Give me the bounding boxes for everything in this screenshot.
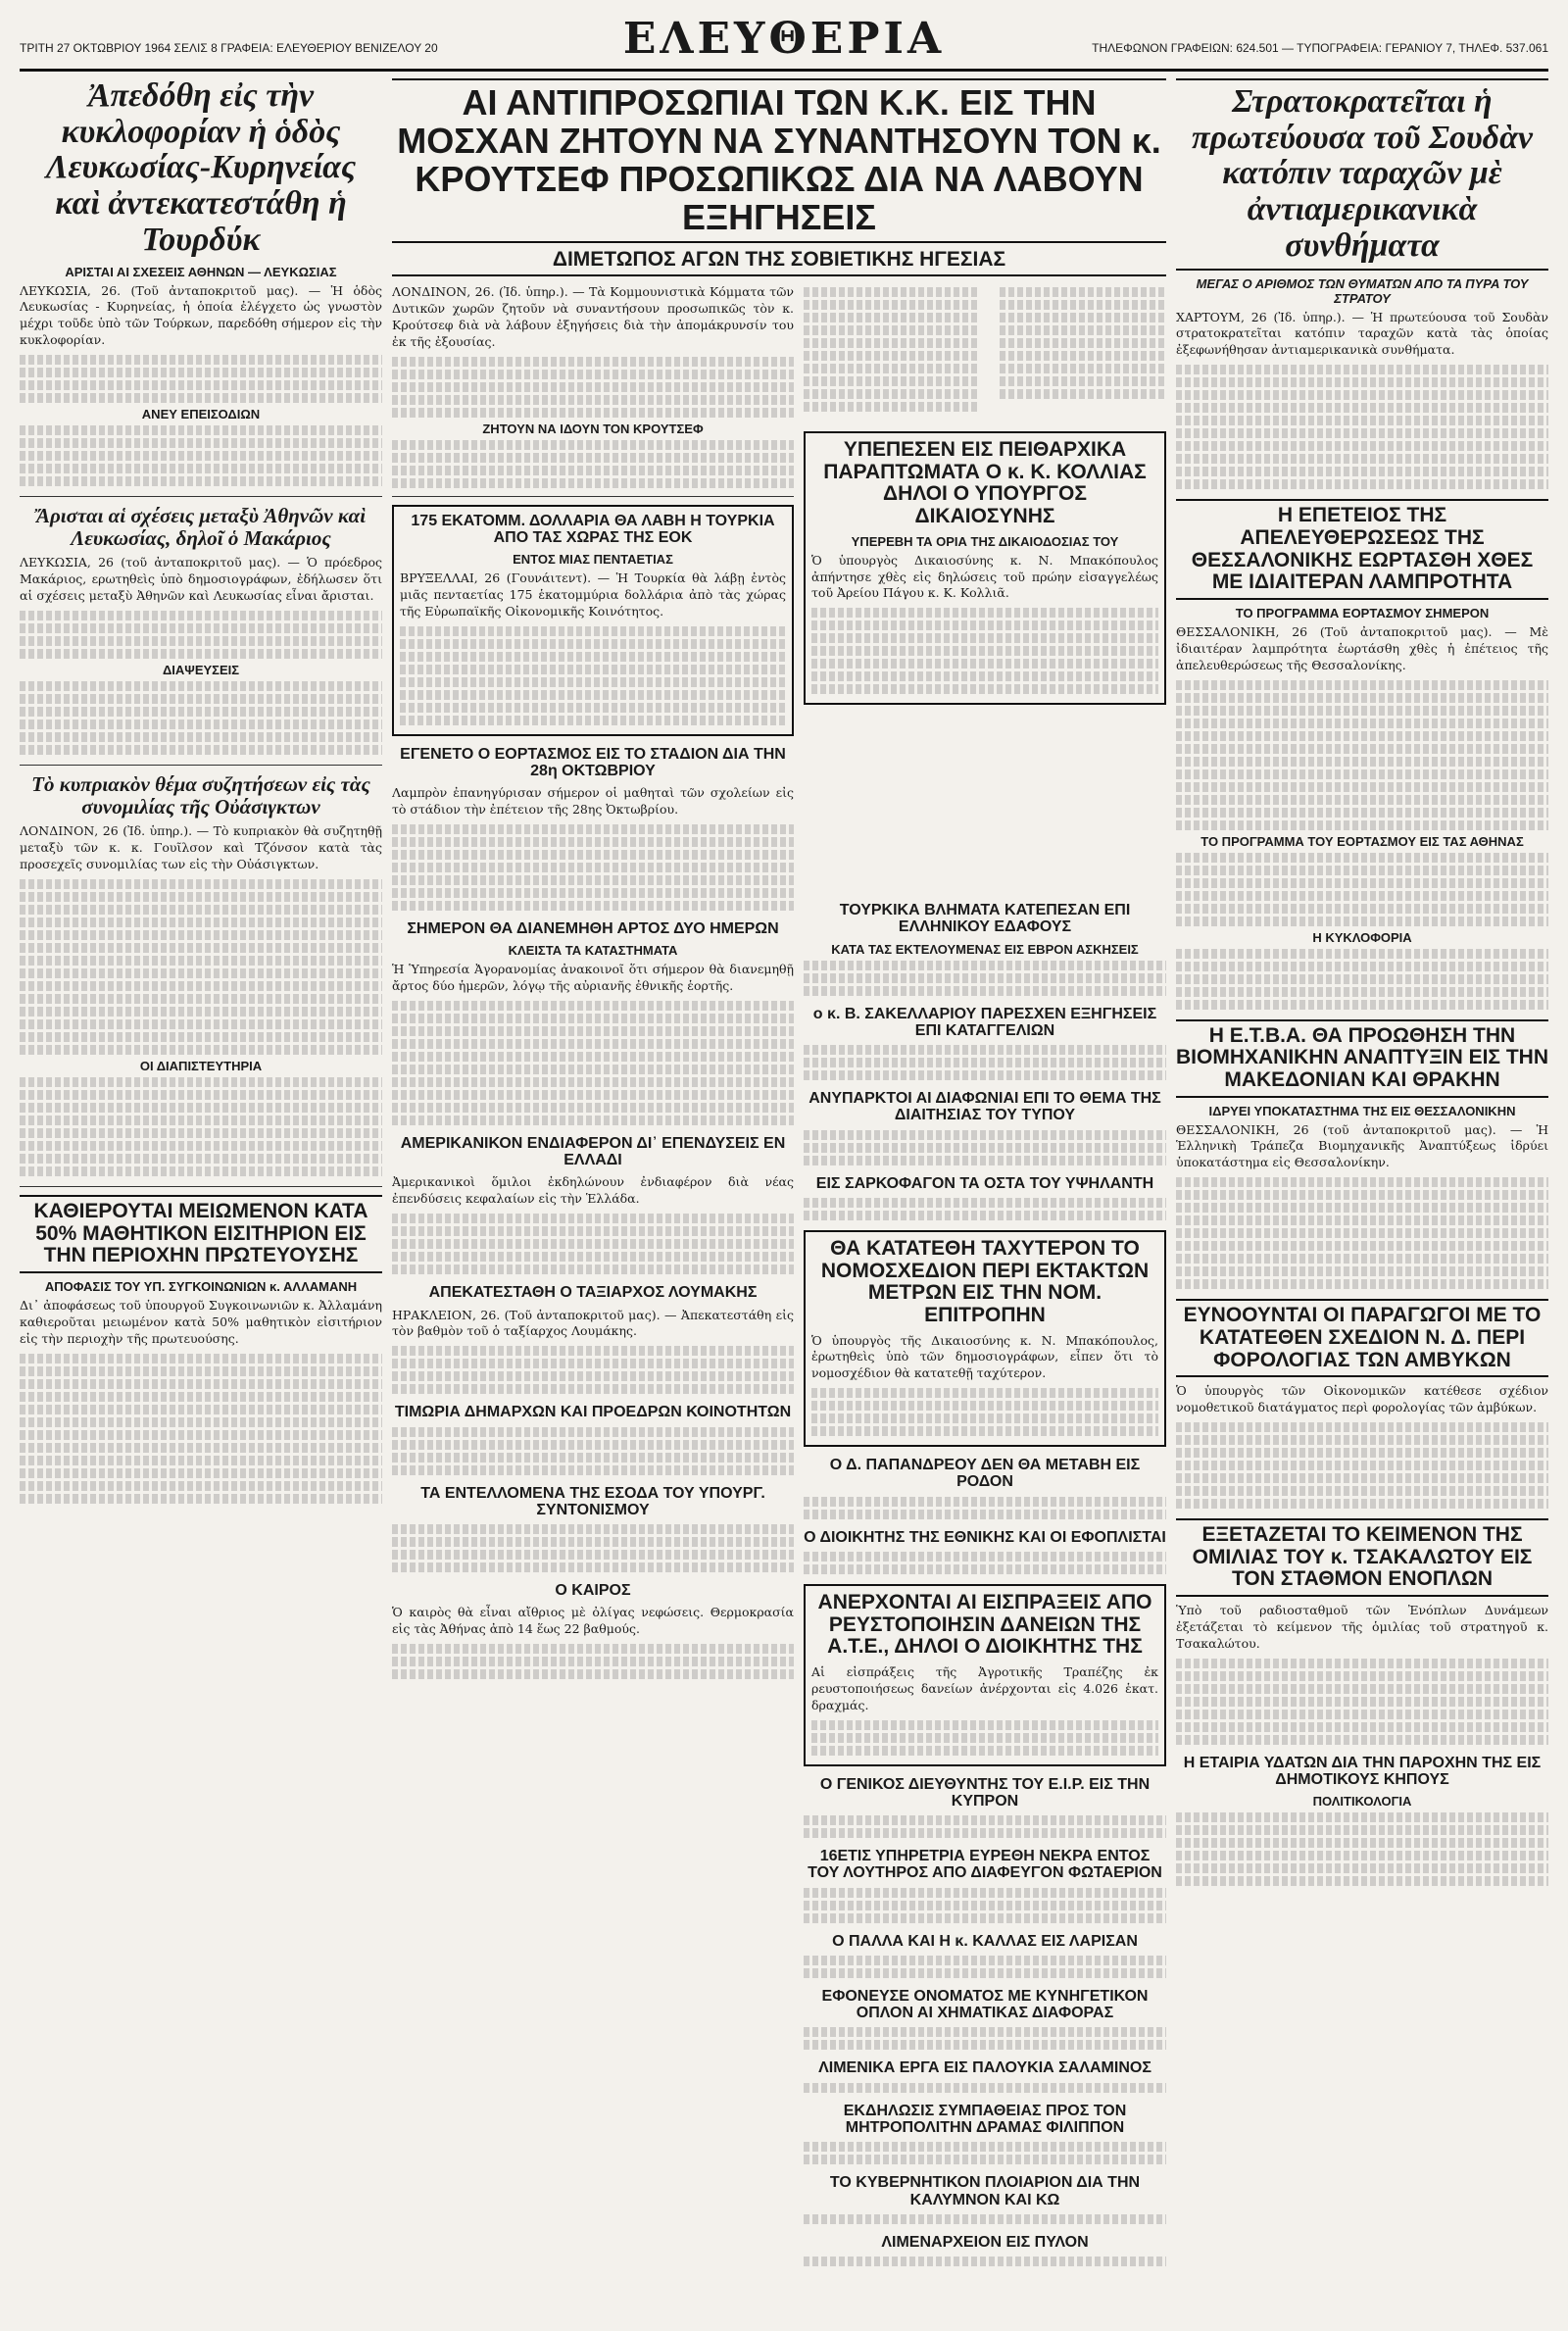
headline: ΤΙΜΩΡΙΑ ΔΗΜΑΡΧΩΝ ΚΑΙ ΠΡΟΕΔΡΩΝ ΚΟΙΝΟΤΗΤΩΝ [394,1404,792,1421]
headline: ΛΙΜΕΝΑΡΧΕΙΟΝ ΕΙΣ ΠΥΛΟΝ [881,2233,1089,2251]
article-eir-cyprus [804,1776,1166,1839]
article-weather [392,1582,794,1679]
headline: ΕΥΝΟΟΥΝΤΑΙ ΟΙ ΠΑΡΑΓΩΓΟΙ ΜΕ ΤΟ ΚΑΤΑΤΕΘΕΝ ΣΧΕΔΙΟΝ Ν. Δ. ΠΕΡΙ ΦΟΡΟΛΟΓΙΑΣ ΤΩΝ ΑΜΒΥΚΩΝ [1176,1299,1548,1377]
article-text: ΛΕΥΚΩΣΙΑ, 26 (τοῦ ἀνταποκριτοῦ μας). — Ὁ πρόεδρος Μακάριος, ερωτηθεὶς ὑπὸ δημοσιογράφων, ἐδήλωσεν ὅτι αἱ σχέσεις μεταξὺ Ἀθηνῶν καὶ Λευκωσίας εἶναι ἄρισται. [20,555,382,604]
article-extraordinary-measures [804,1230,1166,1447]
article-turkey-eec [392,505,794,736]
subheading: ΚΛΕΙΣΤΑ ΤΑ ΚΑΤΑΣΤΗΜΑΤΑ [508,943,678,959]
article-drama [804,2103,1166,2165]
headline: Ἀπεδόθη εἰς τὴν κυκλοφορίαν ἡ ὁδὸς Λευκωσίας-Κυρηνείας καὶ ἀντεκατεστάθη ἡ Τουρδύκ [45,78,357,258]
article-tsakalotos [1176,1518,1548,1745]
headline: ΕΚΔΗΛΩΣΙΣ ΣΥΜΠΑΘΕΙΑΣ ΠΡΟΣ ΤΟΝ ΜΗΤΡΟΠΟΛΙΤΗΝ ΔΡΑΜΑΣ ΦΙΛΙΠΠΟΝ [843,2102,1127,2136]
headline: Ο ΚΑΙΡΟΣ [555,1582,631,1600]
headline: ΣΗΜΕΡΟΝ ΘΑ ΔΙΑΝΕΜΗΘΗ ΑΡΤΟΣ ΔΥΟ ΗΜΕΡΩΝ [407,919,779,937]
subheading: ΑΡΙΣΤΑΙ ΑΙ ΣΧΕΣΕΙΣ ΑΘΗΝΩΝ — ΛΕΥΚΩΣΙΑΣ [65,264,337,279]
article-turkish-shells [804,902,1166,996]
headline: ΤΟΥΡΚΙΚΑ ΒΛΗΜΑΤΑ ΚΑΤΕΠΕΣΑΝ ΕΠΙ ΕΛΛΗΝΙΚΟΥ ΕΔΑΦΟΥΣ [839,902,1131,936]
article-callas [804,1933,1166,1978]
newspaper-page [20,14,1548,2298]
headline: 175 ΕΚΑΤΟΜΜ. ΔΟΛΛΑΡΙΑ ΘΑ ΛΑΒΗ Η ΤΟΥΡΚΙΑ ΑΠΟ ΤΑΣ ΧΩΡΑΣ ΤΗΣ ΕΟΚ [411,512,775,546]
article-ate-loans [804,1584,1166,1766]
article-kalymnos [804,2174,1166,2224]
subheading: ΔΙΑΨΕΥΣΕΙΣ [162,663,240,678]
article-press-arbitration [804,1090,1166,1166]
subheading: ΠΟΛΙΤΙΚΟΛΟΓΙΑ [1312,1794,1412,1810]
article-papandreou [804,1457,1166,1519]
headline: Ο ΔΙΟΙΚΗΤΗΣ ΤΗΣ ΕΘΝΙΚΗΣ ΚΑΙ ΟΙ ΕΦΟΠΛΙΣΤΑΙ [804,1528,1166,1546]
article-text: Αἱ εἰσπράξεις τῆς Ἀγροτικῆς Τραπέζης ἐκ ρευστοποιήσεως δανείων ἀνέρχονται εἰς 4.026 ἑκατ. δραχμάς. [811,1663,1158,1712]
headline: ΚΑΘΙΕΡΟΥΤΑΙ ΜΕΙΩΜΕΝΟΝ ΚΑΤΑ 50% ΜΑΘΗΤΙΚΟΝ ΕΙΣΙΤΗΡΙΟΝ ΕΙΣ ΤΗΝ ΠΕΡΙΟΧΗΝ ΠΡΩΤΕΥΟΥΣΗΣ [20,1195,382,1273]
lead-article [392,78,1166,279]
article-mayors [392,1404,794,1474]
headline: Ο ΠΑΛΛΑ ΚΑΙ Η κ. ΚΑΛΛΑΣ ΕΙΣ ΛΑΡΙΣΑΝ [832,1932,1138,1950]
article-text: Λαμπρὸν ἐπανηγύρισαν σήμερον οἱ μαθηταὶ τῶν σχολείων εἰς τὸ στάδιον τὴν ἐπέτειον τῆς 28ης Ὀκτωβρίου. [392,785,794,818]
subheading: ΙΔΡΥΕΙ ΥΠΟΚΑΤΑΣΤΗΜΑ ΤΗΣ ΕΙΣ ΘΕΣΣΑΛΟΝΙΚΗΝ [1208,1103,1516,1118]
article-salamis [804,2059,1166,2092]
article-text: ΒΡΥΞΕΛΛΑΙ, 26 (Γουνάιτεντ). — Ἡ Τουρκία θὰ λάβῃ ἐντὸς μιᾶς πενταετίας 175 ἑκατομμύρια δολλάρια ἀπὸ τὰς χώρας τῆς Εὐρωπαϊκῆς Οἰκονομικῆς Κοινότητος. [400,570,786,619]
article-sakellariou [804,1006,1166,1081]
subheading: ΑΝΕΥ ΕΠΕΙΣΟΔΙΩΝ [141,407,261,422]
subheading: ΤΟ ΠΡΟΓΡΑΜΜΑ ΕΟΡΤΑΣΜΟΥ ΣΗΜΕΡΟΝ [1235,605,1490,620]
article-bread [392,920,794,1125]
headline: ο κ. Β. ΣΑΚΕΛΛΑΡΙΟΥ ΠΑΡΕΣΧΕΝ ΕΞΗΓΗΣΕΙΣ ΕΠΙ ΚΑΤΑΓΓΕΛΙΩΝ [812,1005,1157,1039]
article-ypsilantis [804,1175,1166,1220]
article-text: Ὁ ὑπουργὸς Δικαιοσύνης κ. Ν. Μπακόπουλος ἀπήντησε χθὲς εἰς δηλώσεις τοῦ πρώην εἰσαγγελέως τοῦ Ἀρείου Πάγου κ. Κ. Κολλιᾶ. [811,552,1158,601]
headline: ΑΜΕΡΙΚΑΝΙΚΟΝ ΕΝΔΙΑΦΕΡΟΝ ΔΙ᾽ ΕΠΕΝΔΥΣΕΙΣ ΕΝ ΕΛΛΑΔΙ [400,1134,786,1169]
headline: Η Ε.Τ.Β.Α. ΘΑ ΠΡΟΩΘΗΣΗ ΤΗΝ ΒΙΟΜΗΧΑΝΙΚΗΝ ΑΝΑΠΤΥΞΙΝ ΕΙΣ ΤΗΝ ΜΑΚΕΔΟΝΙΑΝ ΚΑΙ ΘΡΑΚΗΝ [1176,1019,1548,1098]
article-pylos [804,2234,1166,2266]
article-text: ΘΕΣΣΑΛΟΝΙΚΗ, 26 (τοῦ ἀνταποκριτοῦ μας). — Ἡ Ἑλληνικὴ Τράπεζα Βιομηχανικῆς Ἀναπτύξεως ἱδρύει ὑποκατάστημα εἰς Θεσσαλονίκην. [1176,1121,1548,1170]
headline: ΕΙΣ ΣΑΡΚΟΦΑΓΟΝ ΤΑ ΟΣΤΑ ΤΟΥ ΥΨΗΛΑΝΤΗ [815,1174,1154,1192]
article-etba [1176,1019,1548,1290]
subheading: ΑΠΟΦΑΣΙΣ ΤΟΥ ΥΠ. ΣΥΓΚΟΙΝΩΝΙΩΝ κ. ΑΛΛΑΜΑΝΗ [44,1279,358,1295]
masthead-dateline: ΤΡΙΤΗ 27 ΟΚΤΩΒΡΙΟΥ 1964 ΣΕΛΙΣ 8 ΓΡΑΦΕΙΑ: ΕΛΕΥΘΕΡΙΟΥ ΒΕΝΙΖΕΛΟΥ 20 [20,41,438,55]
article-text: ΛΟΝΔΙΝΟΝ, 26 (Ἰδ. ὑπηρ.). — Τὸ κυπριακὸν θὰ συζητηθῇ μεταξὺ τῶν κ. κ. Γουῖλσον καὶ Τζόνσον κατὰ τὰς προσεχεῖς συνομιλίας των εἰς τὴν Οὐάσιγκτων. [20,823,382,872]
article-text: Ὑπὸ τοῦ ραδιοσταθμοῦ τῶν Ἐνόπλων Δυνάμεων ἐξετάζεται τὸ κείμενον τῆς ὁμιλίας τοῦ στρατηγοῦ κ. Τσακαλώτου. [1176,1602,1548,1651]
subheading: ΟΙ ΔΙΑΠΙΣΤΕΥΤΗΡΙΑ [139,1059,263,1074]
headline: ΑΠΕΚΑΤΕΣΤΑΘΗ Ο ΤΑΞΙΑΡΧΟΣ ΛΟΥΜΑΚΗΣ [428,1284,758,1302]
headline: Η ΕΠΕΤΕΙΟΣ ΤΗΣ ΑΠΕΛΕΥΘΕΡΩΣΕΩΣ ΤΗΣ ΘΕΣΣΑΛΟΝΙΚΗΣ ΕΩΡΤΑΣΘΗ ΧΘΕΣ ΜΕ ΙΔΙΑΙΤΕΡΑΝ ΛΑΜΠΡΟΤΗΤΑ [1176,499,1548,600]
article-text: ΛΕΥΚΩΣΙΑ, 26. (Τοῦ ἀνταποκριτοῦ μας). — Ἡ ὁδὸς Λευκωσίας - Κυρηνείας, ἡ ὁποία ἐλέγχετο ὡς γνωστὸν μέχρι τοῦδε ὑπὸ τῶν Τούρκων, παρεδόθη σήμερον εἰς τὴν κυκλοφορίαν. [20,282,382,348]
column-1 [20,78,382,2298]
article-text: Ἀμερικανικοὶ ὅμιλοι ἐκδηλώνουν ἐνδιαφέρον διὰ νέας ἐπενδύσεις κεφαλαίων εἰς τὴν Ἑλλάδα. [392,1174,794,1207]
column-4 [1176,78,1548,2298]
headline: ΤΑ ΕΝΤΕΛΛΟΜΕΝΑ ΤΗΣ ΕΣΟΔΑ ΤΟΥ ΥΠΟΥΡΓ. ΣΥΝΤΟΝΙΣΜΟΥ [420,1484,765,1518]
lead-deck: ΔΙΜΕΤΩΠΟΣ ΑΓΩΝ ΤΗΣ ΣΟΒΙΕΤΙΚΗΣ ΗΓΕΣΙΑΣ [392,249,1166,277]
article-text: ΧΑΡΤΟΥΜ, 26 (Ἰδ. ὑπηρ.). — Ἡ πρωτεύουσα τοῦ Σουδὰν στρατοκρατεῖται κατόπιν ταραχῶν κατὰ τὰς ὁποίας ἐξεφωνήθησαν ἀντιαμερικανικὰ συνθήματα. [1176,309,1548,358]
article-text: Ὁ καιρὸς θὰ εἶναι αἴθριος μὲ ὀλίγας νεφώσεις. Θερμοκρασία εἰς τὰς Ἀθήνας ἀπὸ 14 ἕως 22 βαθμούς. [392,1605,794,1637]
lead-subheading: ΖΗΤΟΥΝ ΝΑ ΙΔΟΥΝ ΤΟΝ ΚΡΟΥΤΣΕΦ [482,421,704,436]
headline: Στρατοκρατεῖται ἡ πρωτεύουσα τοῦ Σουδὰν κατόπιν ταραχῶν μὲ ἀντιαμερικανικὰ συνθήματα [1176,78,1548,271]
article-text: ΘΕΣΣΑΛΟΝΙΚΗ, 26 (Τοῦ ἀνταποκριτοῦ μας). — Μὲ ἰδιαιτέραν λαμπρότητα ἑωρτάσθη χθὲς ἡ ἐπέτειος τῆς ἀπελευθερώσεως τῆς Θεσσαλονίκης. [1176,623,1548,672]
headline: ΕΦΟΝΕΥΣΕ ΟΝΟΜΑΤΟΣ ΜΕ ΚΥΝΗΓΕΤΙΚΟΝ ΟΠΛΟΝ ΑΙ ΧΗΜΑΤΙΚΑΣ ΔΙΑΦΟΡΑΣ [821,1987,1149,2022]
column-3-lower [804,902,1166,2298]
article-sudan [1176,78,1548,489]
article-amvykes [1176,1299,1548,1509]
subheading: ΤΟ ΠΡΟΓΡΑΜΜΑ ΤΟΥ ΕΟΡΤΑΣΜΟΥ ΕΙΣ ΤΑΣ ΑΘΗΝΑΣ [1200,833,1524,849]
article-kyrenia-road [20,78,382,486]
article-coordination [392,1485,794,1573]
subheading: ΥΠΕΡΕΒΗ ΤΑ ΟΡΙΑ ΤΗΣ ΔΙΚΑΙΟΔΟΣΙΑΣ ΤΟΥ [851,533,1119,549]
subheading: Η ΚΥΚΛΟΦΟΡΙΑ [1312,929,1412,945]
headline: ΕΞΕΤΑΖΕΤΑΙ ΤΟ ΚΕΙΜΕΝΟΝ ΤΗΣ ΟΜΙΛΙΑΣ ΤΟΥ κ. ΤΣΑΚΑΛΩΤΟΥ ΕΙΣ ΤΟΝ ΣΤΑΘΜΟΝ ΕΝΟΠΛΩΝ [1176,1518,1548,1597]
subheading: ΚΑΤΑ ΤΑΣ ΕΚΤΕΛΟΥΜΕΝΑΣ ΕΙΣ ΕΒΡΟΝ ΑΣΚΗΣΕΙΣ [831,941,1139,957]
article-text: Δι᾽ ἀποφάσεως τοῦ ὑπουργοῦ Συγκοινωνιῶν κ. Ἀλλαμάνη καθιεροῦται μειωμένον κατὰ 50% μαθητικὸν εἰσιτήριον εἰς τὴν περιοχὴν τῆς πρωτευούσης. [20,1298,382,1346]
subheading: ΕΝΤΟΣ ΜΙΑΣ ΠΕΝΤΑΕΤΙΑΣ [513,552,673,568]
masthead [20,14,1548,72]
article-servant [804,1848,1166,1923]
headline: ΕΓΕΝΕΤΟ Ο ΕΟΡΤΑΣΜΟΣ ΕΙΣ ΤΟ ΣΤΑΔΙΟΝ ΔΙΑ ΤΗΝ 28η ΟΚΤΩΒΡΙΟΥ [400,745,786,779]
article-text: Ὁ ὑπουργὸς τῶν Οἰκονομικῶν κατέθεσε σχέδιον νομοθετικοῦ διατάγματος περὶ φορολογίας τῶν ἀμβύκων. [1176,1383,1548,1415]
article-text: Ὁ ὑπουργὸς τῆς Δικαιοσύνης κ. Ν. Μπακόπουλος, ἐρωτηθεὶς ὑπὸ τῶν δημοσιογράφων, εἶπεν ὅτι τὸ νομοσχέδιον θὰ κατατεθῇ ταχύτερον. [811,1332,1158,1381]
headline: Τὸ κυπριακὸν θέμα συζητήσεων εἰς τὰς συνομιλίας τῆς Οὐάσιγκτων [31,772,370,818]
lead-text: ΛΟΝΔΙΝΟΝ, 26. (Ἰδ. ὑπηρ.). — Τὰ Κομμουνιστικὰ Κόμματα τῶν Δυτικῶν χωρῶν ζητοῦν νὰ συναντήσουν προσωπικῶς τὸν κ. Κρούτσεφ διὰ νὰ λάβουν ἐξηγήσεις διὰ τὴν ἀπομάκρυνσίν του ἐκ τῆς ἐξουσίας. [392,284,794,349]
headline: ΥΠΕΠΕΣΕΝ ΕΙΣ ΠΕΙΘΑΡΧΙΚΑ ΠΑΡΑΠΤΩΜΑΤΑ Ο κ. Κ. ΚΟΛΛΙΑΣ ΔΗΛΟΙ Ο ΥΠΟΥΡΓΟΣ ΔΙΚΑΙΟΣΥΝΗΣ [823,438,1147,528]
article-national-bank [804,1529,1166,1574]
headline: ΤΟ ΚΥΒΕΡΝΗΤΙΚΟΝ ΠΛΟΙΑΡΙΟΝ ΔΙΑ ΤΗΝ ΚΑΛΥΜΝΟΝ ΚΑΙ ΚΩ [829,2174,1141,2208]
subheading: ΜΕΓΑΣ Ο ΑΡΙΘΜΟΣ ΤΩΝ ΘΥΜΑΤΩΝ ΑΠΟ ΤΑ ΠΥΡΑ ΤΟΥ ΣΤΡΑΤΟΥ [1196,275,1529,306]
article-student-ticket [20,1195,382,1504]
headline: 16ΕΤΙΣ ΥΠΗΡΕΤΡΙΑ ΕΥΡΕΘΗ ΝΕΚΡΑ ΕΝΤΟΣ ΤΟΥ ΛΟΥΤΗΡΟΣ ΑΠΟ ΔΙΑΦΕΥΓΟΝ ΦΩΤΑΕΡΙΟΝ [808,1848,1162,1882]
headline: Η ΕΤΑΙΡΙΑ ΥΔΑΤΩΝ ΔΙΑ ΤΗΝ ΠΑΡΟΧΗΝ ΤΗΣ ΕΙΣ ΔΗΜΟΤΙΚΟΥΣ ΚΗΠΟΥΣ [1183,1754,1542,1788]
article-text: Ἡ Ὑπηρεσία Ἀγορανομίας ἀνακοινοῖ ὅτι σήμερον θὰ διανεμηθῇ ἄρτος δύο ἡμερῶν, λόγῳ τῆς αὐριανῆς ἐθνικῆς ἑορτῆς. [392,962,794,994]
article-hunting [804,1988,1166,2051]
headline: Ο ΓΕΝΙΚΟΣ ΔΙΕΥΘΥΝΤΗΣ ΤΟΥ Ε.Ι.Ρ. ΕΙΣ ΤΗΝ ΚΥΠΡΟΝ [819,1775,1151,1810]
article-makarios [20,505,382,755]
masthead-title: ΕΛΕΥΘΕΡΙΑ [622,14,946,64]
article-thessaloniki-anniversary [1176,499,1548,1009]
column-2 [392,284,794,2298]
article-investments [392,1135,794,1274]
lead-headline: ΑΙ ΑΝΤΙΠΡΟΣΩΠΙΑΙ ΤΩΝ Κ.Κ. ΕΙΣ ΤΗΝ ΜΟΣΧΑΝ ΖΗΤΟΥΝ ΝΑ ΣΥΝΑΝΤΗΣΟΥΝ ΤΟΝ κ. ΚΡΟΥΤΣΕΦ ΠΡΟΣΩΠΙΚΩΣ ΔΙΑ ΝΑ ΛΑΒΟΥΝ ΕΞΗΓΗΣΕΙΣ [392,78,1166,243]
headline: Ο Δ. ΠΑΠΑΝΔΡΕΟΥ ΔΕΝ ΘΑ ΜΕΤΑΒΗ ΕΙΣ ΡΟΔΟΝ [829,1457,1141,1491]
headline: Ἄρισται αἱ σχέσεις μεταξὺ Ἀθηνῶν καὶ Λευκωσίας, δηλοῖ ὁ Μακάριος [35,504,367,550]
headline: ΑΝΥΠΑΡΚΤΟΙ ΑΙ ΔΙΑΦΩΝΙΑΙ ΕΠΙ ΤΟ ΘΕΜΑ ΤΗΣ ΔΙΑΙΤΗΣΙΑΣ ΤΟΥ ΤΥΠΟΥ [808,1090,1161,1124]
article-water-company [1176,1755,1548,1887]
headline: ΑΝΕΡΧΟΝΤΑΙ ΑΙ ΕΙΣΠΡΑΞΕΙΣ ΑΠΟ ΡΕΥΣΤΟΠΟΙΗΣΙΝ ΔΑΝΕΙΩΝ ΤΗΣ Α.Τ.Ε., ΔΗΛΟΙ Ο ΔΙΟΙΚΗΤΗΣ ΤΗΣ [817,1590,1152,1659]
headline: ΛΙΜΕΝΙΚΑ ΕΡΓΑ ΕΙΣ ΠΑΛΟΥΚΙΑ ΣΑΛΑΜΙΝΟΣ [818,2059,1152,2077]
article-text: ΗΡΑΚΛΕΙΟΝ, 26. (Τοῦ ἀνταποκριτοῦ μας). — Ἀπεκατεστάθη εἰς τὸν βαθμὸν τοῦ ὁ ταξίαρχος Λουμάκης. [392,1307,794,1339]
masthead-contact: ΤΗΛΕΦΩΝΟΝ ΓΡΑΦΕΙΩΝ: 624.501 — ΤΥΠΟΓΡΑΦΕΙΑ: ΓΕΡΑΝΙΟΥ 7, ΤΗΛΕΦ. 537.061 [1092,41,1548,55]
article-stadium [392,746,794,911]
article-washington-talks [20,773,382,1176]
article-loumakis [392,1284,794,1394]
headline: ΘΑ ΚΑΤΑΤΕΘΗ ΤΑΧΥΤΕΡΟΝ ΤΟ ΝΟΜΟΣΧΕΔΙΟΝ ΠΕΡΙ ΕΚΤΑΚΤΩΝ ΜΕΤΡΩΝ ΕΙΣ ΤΗΝ ΝΟΜ. ΕΠΙΤΡΟΠΗΝ [820,1236,1150,1326]
